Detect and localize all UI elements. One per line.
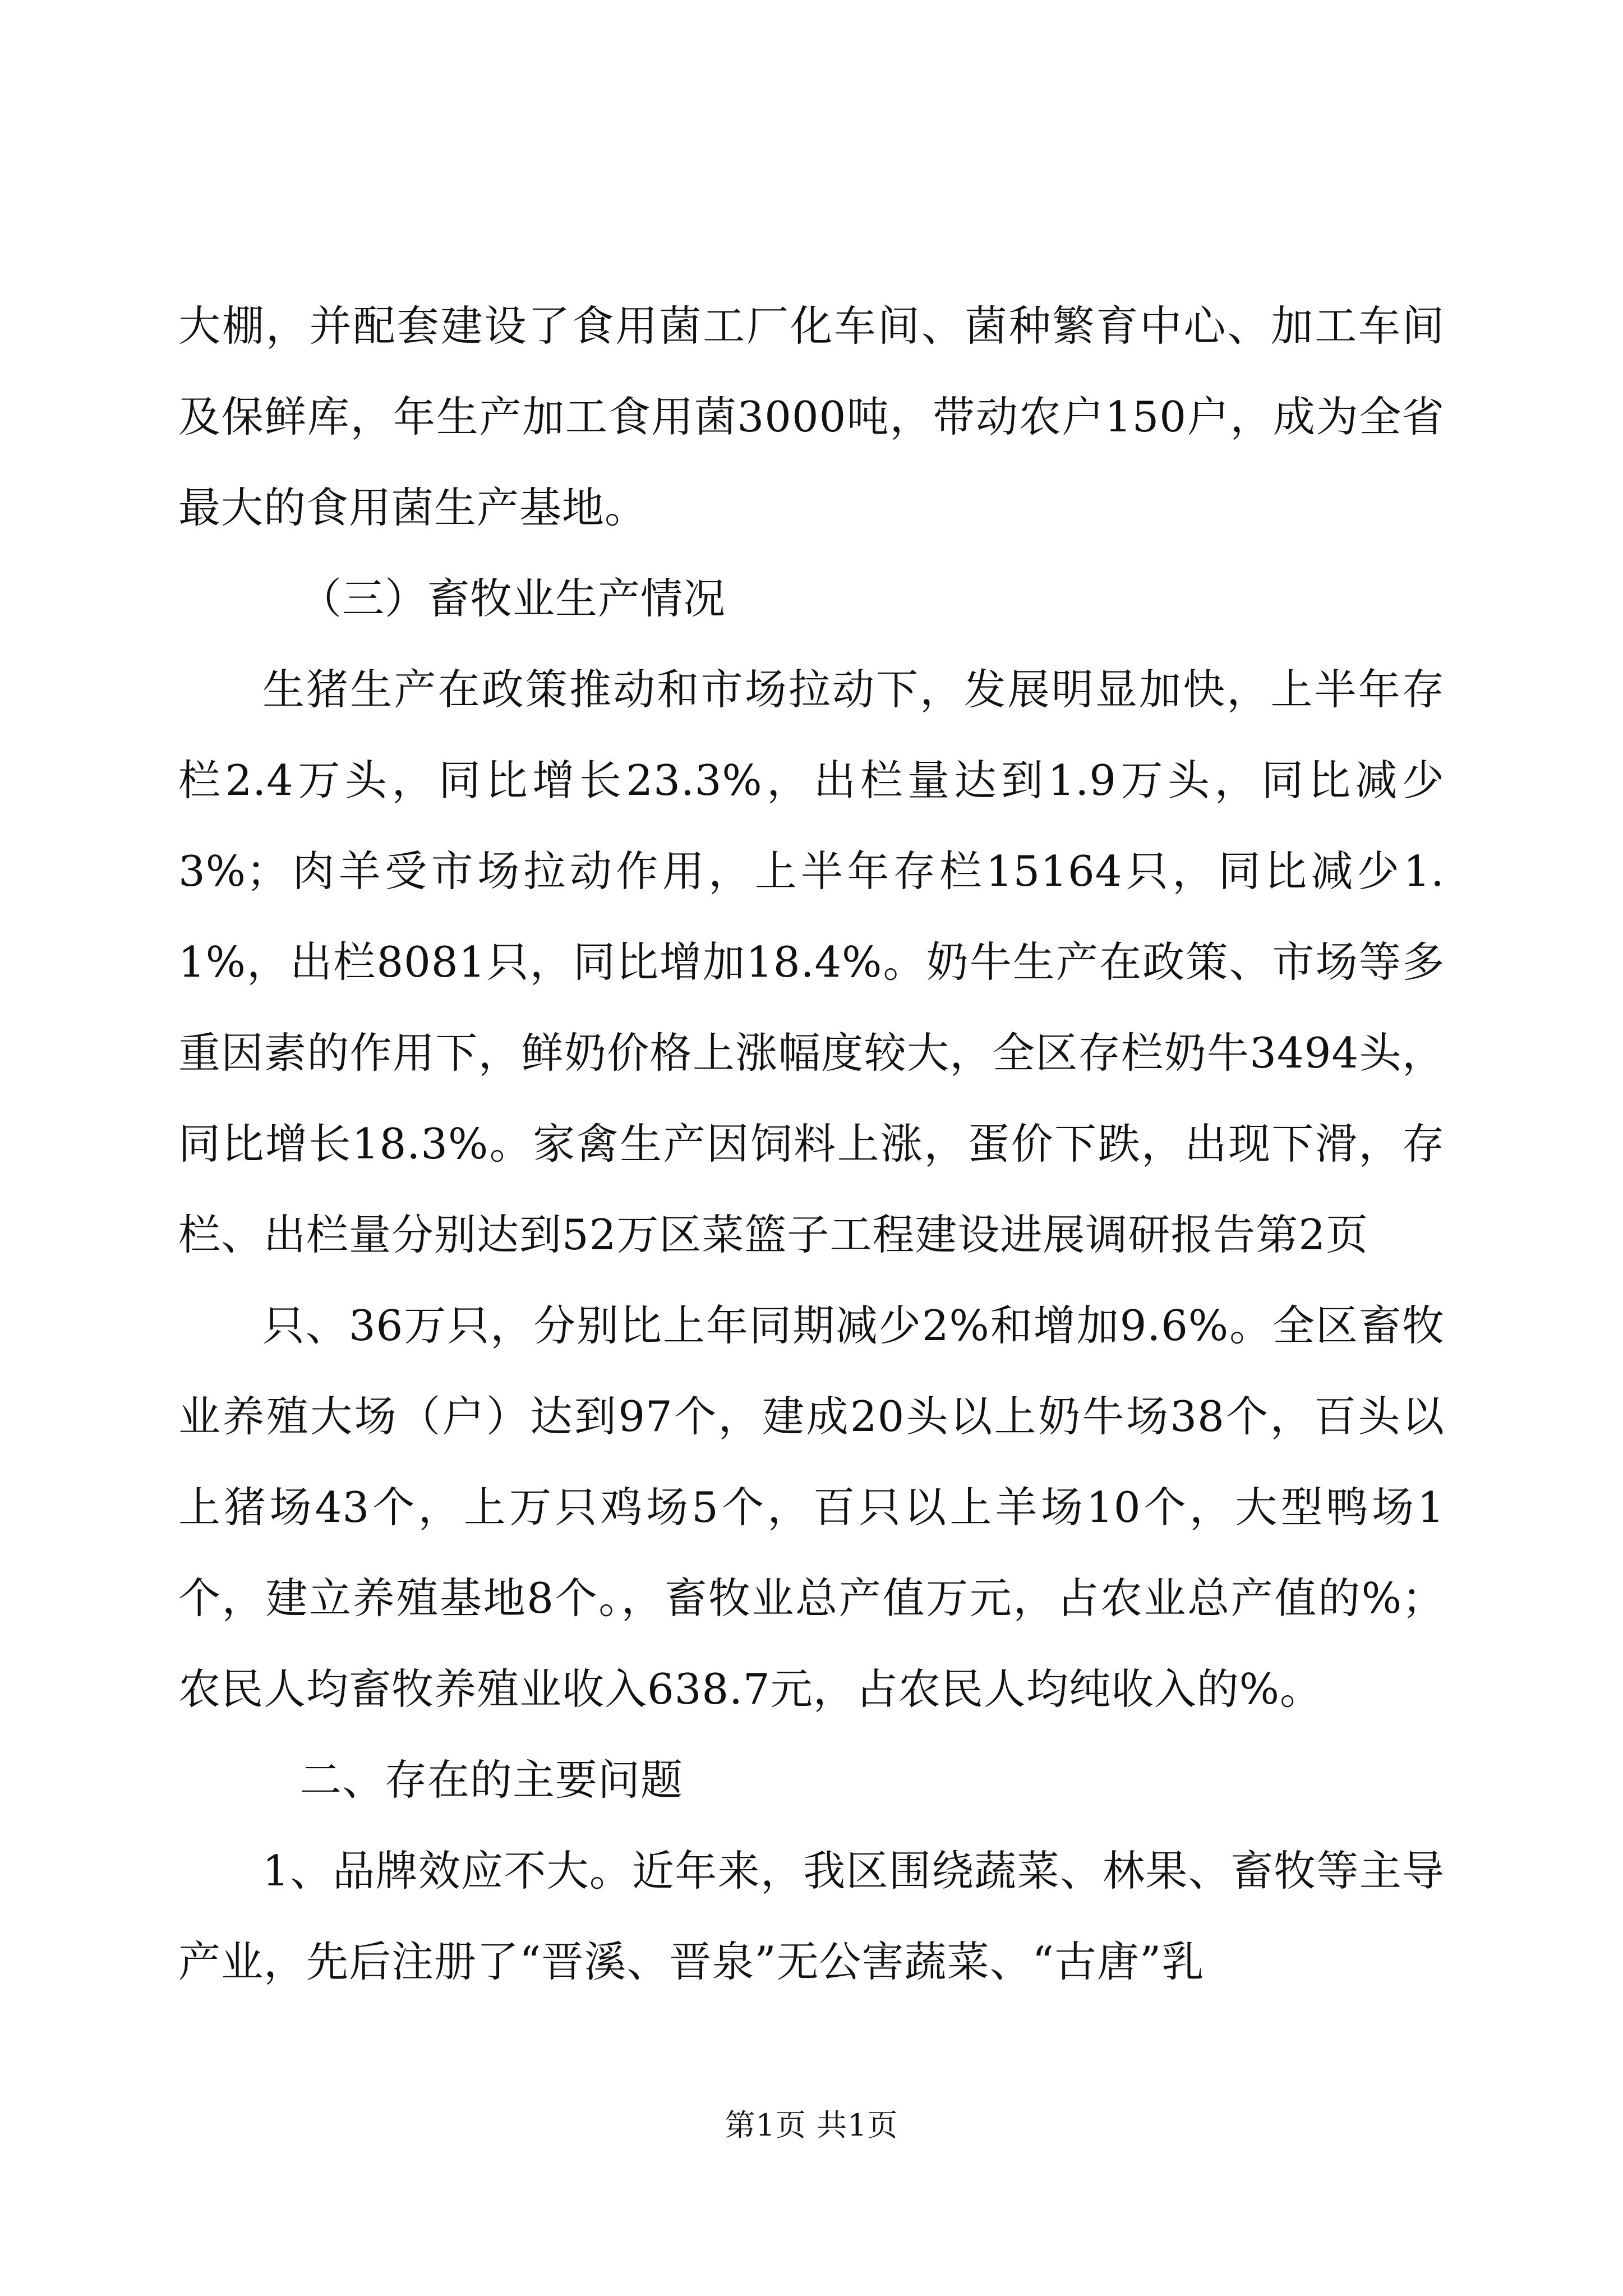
paragraph-pig-sheep-cattle-poultry: 生猪生产在政策推动和市场拉动下，发展明显加快，上半年存栏2.4万头，同比增长23.3%，出栏量达到1.9万头，同比减少3%；肉羊受市场拉动作用，上半年存栏15164只，同比减少1.1%，出栏8081只，同比增加18.4%。奶牛生产在政策、市场等多重因素的作用下，鲜奶价格上涨幅度较大，全区存栏奶牛3494头，同比增长18.3%。家禽生产因饲料上涨，蛋价下跌，出现下滑，存栏、出栏量分别达到52万区菜篮子工程建设进展调研报告第2页 bbox=[178, 665, 1445, 1259]
paragraph-mushroom-base: 大棚，并配套建设了食用菌工厂化车间、菌种繁育中心、加工车间及保鲜库，年生产加工食用菌3000吨，带动农户150户，成为全省最大的食用菌生产基地。 bbox=[178, 301, 1445, 532]
page-footer: 第1页 共1页 bbox=[725, 2108, 898, 2143]
heading-livestock-production: （三）畜牧业生产情况 bbox=[299, 574, 726, 623]
paragraph-livestock-farms: 只、36万只，分别比上年同期减少2%和增加9.6%。全区畜牧业养殖大场（户）达到97个，建成20头以上奶牛场38个，百头以上猪场43个，上万只鸡场5个，百只以上羊场10个，大型鸭场1个，建立养殖基地8个。，畜牧业总产值万元，占农业总产值的%；农民人均畜牧养殖业收入638.7元，占农民人均纯收入的%。 bbox=[178, 1301, 1445, 1714]
heading-main-problems: 二、存在的主要问题 bbox=[299, 1755, 684, 1805]
document-body bbox=[178, 280, 1445, 2007]
paragraph-brand-effect: 1、品牌效应不大。近年来，我区围绕蔬菜、林果、畜牧等主导产业，先后注册了“晋溪、晋泉”无公害蔬菜、“古唐”乳 bbox=[178, 1846, 1445, 1986]
